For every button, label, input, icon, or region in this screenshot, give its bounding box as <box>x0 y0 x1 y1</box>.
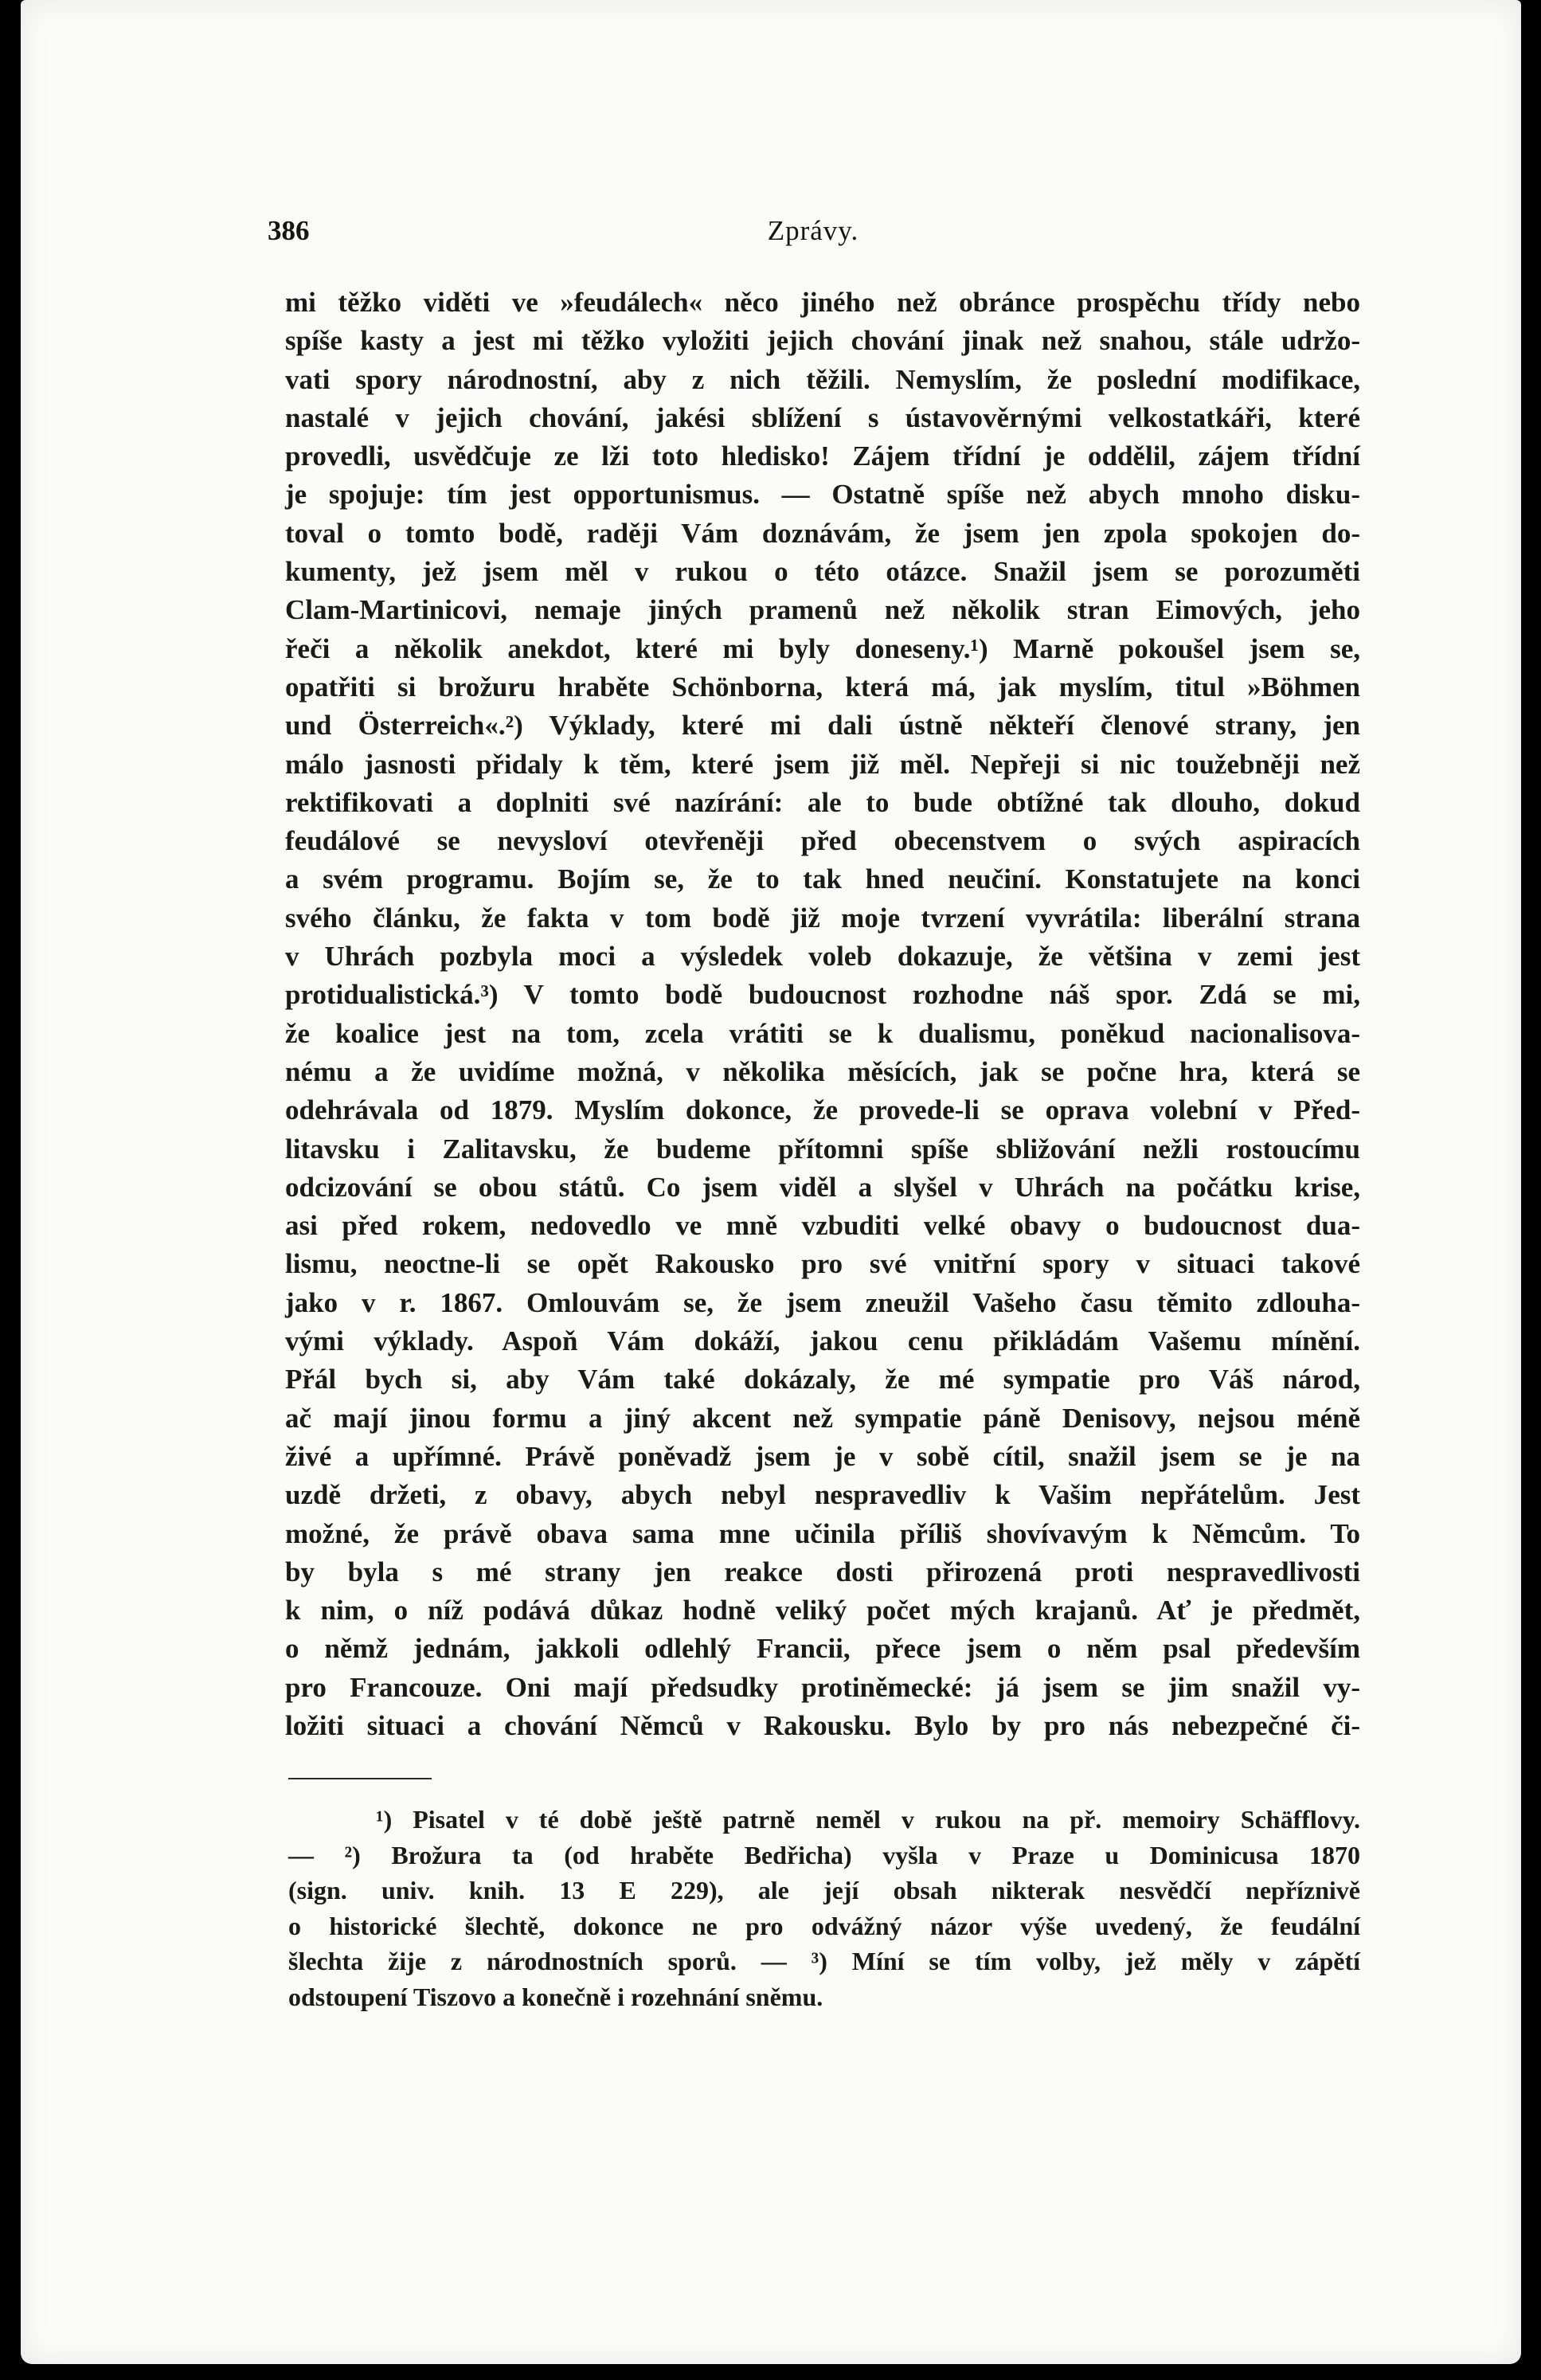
body-line: málo jasnosti přidaly k těm, které jsem již měl. Nepřeji si nic toužebněji než <box>285 748 1360 780</box>
body-line: pro Francouze. Oni mají předsudky protiněmecké: já jsem se jim snažil vy- <box>285 1671 1360 1703</box>
footnote-line: odstoupení Tiszovo a konečně i rozehnání sněmu. <box>288 1982 823 2011</box>
body-line: by byla s mé strany jen reakce dosti přirozená proti nespravedlivosti <box>285 1556 1360 1587</box>
body-line: Přál bych si, aby Vám také dokázaly, že mé sympatie pro Váš národ, <box>285 1364 1360 1396</box>
body-line: a svém programu. Bojím se, že to tak hned neučiní. Konstatujete na konci <box>285 863 1360 895</box>
body-line: k nim, o níž podává důkaz hodně veliký počet mých krajanů. Ať je předmět, <box>285 1595 1360 1626</box>
body-line: ač mají jinou formu a jiný akcent než sympatie páně Denisovy, nejsou méně <box>285 1402 1360 1434</box>
body-line: ložiti situaci a chování Němců v Rakousku. Bylo by pro nás nebezpečné či- <box>285 1709 1360 1741</box>
body-line: Clam-Martinicovi, nemaje jiných pramenů než několik stran Eimových, jeho <box>285 594 1360 626</box>
body-line: protidualistická.³) V tomto bodě budoucnost rozhodne náš spor. Zdá se mi, <box>285 979 1360 1011</box>
page-header <box>268 215 1359 247</box>
footnote-line: — ²) Brožura ta (od hraběte Bedřicha) vyšla v Praze u Dominicusa 1870 <box>288 1840 1360 1869</box>
footnotes <box>288 1802 1360 2015</box>
footnote-line: (sign. univ. knih. 13 E 229), ale její obsah nikterak nesvědčí nepříznivě <box>288 1876 1360 1905</box>
body-line: řeči a několik anekdot, které mi byly doneseny.¹) Marně pokoušel jsem se, <box>285 632 1360 664</box>
body-line: nému a že uvidíme možná, v několika měsících, jak se počne hra, která se <box>285 1055 1360 1087</box>
footnote-line: šlechta žije z národnostních sporů. — ³) Míní se tím volby, jež měly v zápětí <box>288 1947 1360 1976</box>
footnote-divider <box>288 1778 432 1779</box>
body-line: und Österreich«.²) Výklady, které mi dali ústně někteří členové strany, jen <box>285 710 1360 742</box>
body-text <box>285 284 1360 1745</box>
body-line: vati spory národnostní, aby z nich těžili. Nemyslím, že poslední modifikace, <box>285 363 1360 395</box>
page-number: 386 <box>268 215 310 246</box>
body-line: nastalé v jejich chování, jakési sblížení s ústavověrnými velkostatkáři, které <box>285 401 1360 433</box>
body-line: je spojuje: tím jest opportunismus. — Ostatně spíše než abych mnoho disku- <box>285 479 1360 511</box>
body-line: provedli, usvědčuje ze lži toto hledisko! Zájem třídní je oddělil, zájem třídní <box>285 440 1360 472</box>
body-line: v Uhrách pozbyla moci a výsledek voleb dokazuje, že většina v zemi jest <box>285 941 1360 973</box>
body-line: asi před rokem, nedovedlo ve mně vzbuditi velké obavy o budoucnost dua- <box>285 1210 1360 1242</box>
body-line: živé a upřímné. Právě poněvadž jsem je v sobě cítil, snažil jsem se je na <box>285 1440 1360 1472</box>
body-line: spíše kasty a jest mi těžko vyložiti jejich chování jinak než snahou, stále udržo- <box>285 325 1360 357</box>
page-sheet <box>21 0 1521 2364</box>
footnote-line: o historické šlechtě, dokonce ne pro odvážný názor výše uvedený, že feudální <box>288 1911 1360 1940</box>
body-line: uzdě držeti, z obavy, abych nebyl nespravedliv k Vašim nepřátelům. Jest <box>285 1479 1360 1511</box>
footnote-line: ¹) Pisatel v té době ještě patrně neměl v rukou na př. memoiry Schäfflovy. <box>376 1805 1360 1834</box>
body-line: mi těžko viděti ve »feudálech« něco jiného než obránce prospěchu třídy nebo <box>285 287 1360 318</box>
body-line: opatřiti si brožuru hraběte Schönborna, která má, jak myslím, titul »Böhmen <box>285 671 1360 703</box>
body-line: možné, že právě obava sama mne učinila příliš shovívavým k Němcům. To <box>285 1517 1360 1549</box>
body-line: lismu, neoctne-li se opět Rakousko pro své vnitřní spory v situaci takové <box>285 1248 1360 1280</box>
body-line: toval o tomto bodě, raději Vám doznávám, že jsem jen zpola spokojen do- <box>285 517 1360 549</box>
body-line: feudálové se nevysloví otevřeněji před obecenstvem o svých aspiracích <box>285 825 1360 857</box>
body-line: odcizování se obou států. Co jsem viděl a slyšel v Uhrách na počátku krise, <box>285 1171 1360 1203</box>
body-line: odehrávala od 1879. Myslím dokonce, že provede-li se oprava volební v Před- <box>285 1094 1360 1126</box>
body-line: jako v r. 1867. Omlouvám se, že jsem zneužil Vašeho času těmito zdlouha- <box>285 1286 1360 1318</box>
body-line: kumenty, jež jsem měl v rukou o této otázce. Snažil jsem se porozuměti <box>285 556 1360 588</box>
body-line: svého článku, že fakta v tom bodě již moje tvrzení vyvrátila: liberální strana <box>285 902 1360 934</box>
running-title: Zprávy. <box>767 215 859 246</box>
body-line: rektifikovati a doplniti své nazírání: ale to bude obtížné tak dlouho, dokud <box>285 786 1360 818</box>
body-line: o němž jednám, jakkoli odlehlý Francii, přece jsem o něm psal především <box>285 1633 1360 1665</box>
body-line: že koalice jest na tom, zcela vrátiti se k dualismu, poněkud nacionalisova- <box>285 1017 1360 1049</box>
body-line: vými výklady. Aspoň Vám dokáží, jakou cenu přikládám Vašemu mínění. <box>285 1325 1360 1357</box>
body-line: litavsku i Zalitavsku, že budeme přítomni spíše sbližování nežli rostoucímu <box>285 1133 1360 1165</box>
